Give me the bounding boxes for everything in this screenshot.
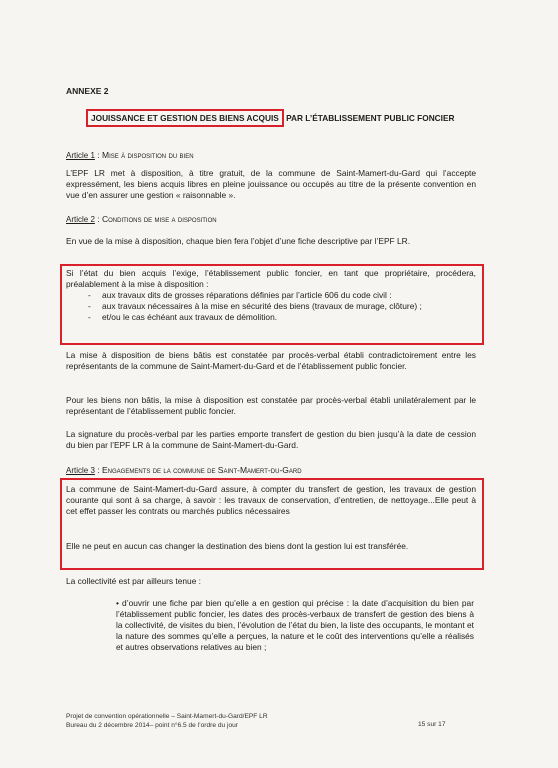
works-list [66,290,476,323]
works-item-3: - et/ou le cas échéant aux travaux de démolition. [88,312,476,323]
article-1-label: Article 1 [66,151,95,160]
document-title [86,109,455,127]
annexe-label: ANNEXE 2 [66,86,109,96]
article-3-label: Article 3 [66,466,95,475]
article-2-paragraph-2: Si l’état du bien acquis l’exige, l’établissement public foncier, en tant que propriétaire, procédera, préalablement à la mise à disposition : [66,268,476,289]
footer-line-1: Projet de convention opérationnelle – Saint-Mamert-du-Gard/EPF LR [66,713,268,720]
article-3-paragraph-1: La commune de Saint-Mamert-du-Gard assure, à compter du transfert de gestion, les travaux de gestion courante qui sont à sa charge, à savoir : les travaux de conservation, d’entretien, de nettoyage...Elle peut à cet effet passer les contrats ou marchés publics nécessaires [66,484,476,516]
footer-line-2: Bureau du 2 décembre 2014– point n°6.5 de l’ordre du jour [66,721,238,729]
page-footer [66,713,268,730]
article-3-paragraph-3: La collectivité est par ailleurs tenue : [66,576,202,586]
article-3-paragraph-2: Elle ne peut en aucun cas changer la destination des biens dont la gestion lui est transférée. [66,541,409,551]
article-2-title: : Conditions de mise a disposition [94,214,217,224]
article-1-paragraph: L’EPF LR met à disposition, à titre gratuit, de la commune de Saint-Mamert-du-Gard qui l’accepte expressément, les biens acquis libres en pleine jouissance ou occupés au titre de la présente convention en vue d’en assurer une gestion « raisonnable ». [66,168,476,200]
title-highlighted: JOUISSANCE ET GESTION DES BIENS ACQUIS [86,109,284,127]
article-2-works-block [66,268,476,323]
article-2-paragraph-5: La signature du procès-verbal par les parties emporte transfert de gestion du bien jusqu’à la date de cession du bien par l’EPF LR à la commune de Saint-Mamert-du-Gard. [66,429,476,450]
works-item-2: - aux travaux nécessaires à la mise en sécurité des biens (travaux de murage, clôture) ; [88,301,476,312]
article-3-heading [66,465,302,475]
article-2-label: Article 2 [66,215,95,224]
page-number: 15 sur 17 [418,721,446,728]
title-rest: PAR L’ÉTABLISSEMENT PUBLIC FONCIER [283,113,455,123]
article-1-heading [66,150,194,160]
works-item-1: - aux travaux dits de grosses réparations définies par l’article 606 du code civil : [88,290,476,301]
article-1-title: : Mise à disposition du bien [94,150,194,160]
article-3-bullet: • d’ouvrir une fiche par bien qu’elle a en gestion qui précise : la date d’acquisition du bien par l’établissement public foncier, les dates des procès-verbaux de transfert de gestion des biens à la collectivité, de visites du bien, l’évolution de l’état du bien, la liste des occupants, le montant et la nature des sommes qu’elle a perçues, la nature et le coût des interventions qu’elle a réalisés et autres observations relatives au bien ; [116,598,475,652]
article-2-paragraph-3: La mise à disposition de biens bâtis est constatée par procès-verbal établi contradictoirement entre les représentants de la commune de Saint-Mamert-du-Gard et de l’établissement public foncier. [66,350,476,371]
article-2-paragraph-1: En vue de la mise à disposition, chaque bien fera l’objet d’une fiche descriptive par l’EPF LR. [66,236,411,246]
article-3-title: : Engagements de la commune de Saint-Mamert-du-Gard [94,465,302,475]
article-2-paragraph-4: Pour les biens non bâtis, la mise à disposition est constatée par procès-verbal établi unilatéralement par le représentant de l’établissement public foncier. [66,395,476,416]
article-2-heading [66,214,217,224]
